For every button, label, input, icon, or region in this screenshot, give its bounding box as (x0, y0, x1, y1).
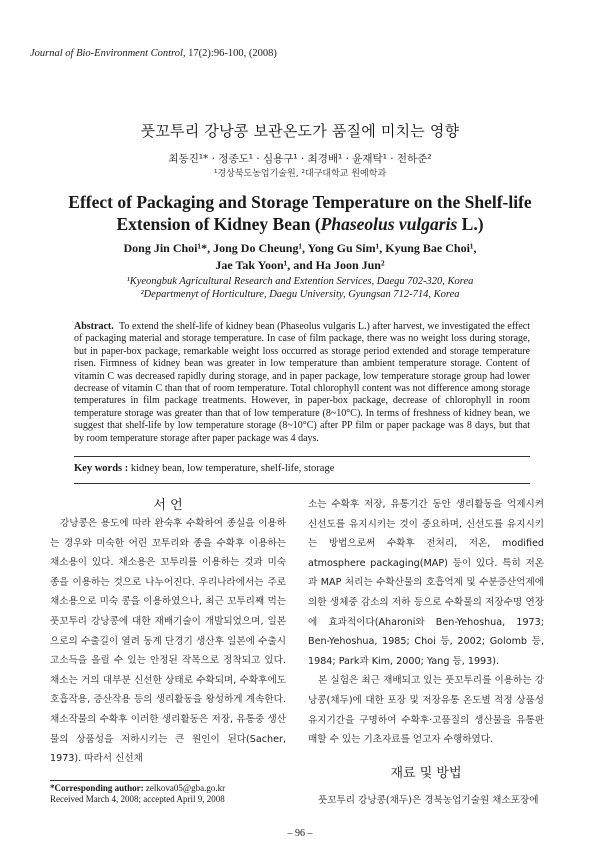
left-column (50, 514, 286, 769)
abstract-label: Abstract. (74, 321, 114, 332)
korean-affiliations: ¹경상북도농업기술원, ²대구대학교 원예학과 (213, 169, 387, 179)
english-affiliations: ¹Kyeongbuk Agricultural Research and Extention Services, Daegu 702-320, Korea ²Departmenyt of Horticulture, Daegu University, Gyungsan 712-714, Korea (126, 276, 474, 300)
english-title (60, 191, 540, 235)
journal-volume: 17(2):96-100, (2008) (188, 48, 277, 59)
journal-citation (30, 48, 277, 59)
english-authors: Dong Jin Choi¹*, Jong Do Cheung¹, Yong Gu Sim¹, Kyung Bae Choi¹, Jae Tak Yoon¹, and Ha Joon Jun² (123, 241, 477, 272)
english-title-line2: Extension of Kidney Bean (Phaseolus vulgaris L.) (116, 214, 484, 234)
right-column (308, 495, 544, 811)
keywords-top-rule (74, 456, 530, 457)
journal-name: Journal of Bio-Environment Control, (30, 48, 186, 59)
intro-paragraph: 강낭콩은 용도에 따라 완숙후 수확하여 종실을 이용하는 경우와 미숙한 어린 꼬투리와 종을 수확후 이용하는 채소용이 있다. 채소용은 꼬투리를 이용하는 것과 미숙 종을 이용하는 것으로 나누어진다. 우리나라에서는 주로 채소용으로 미숙 콩을 이용하였으나, 최근 꼬투리째 먹는 풋꼬투리 강낭콩에 대한 재배기술이 개발되었으며, 일본으로의 수출길이 열려 동계 단경기 생산후 일본에 수출시 고소득을 올릴 수 있는 안정된 작목으로 정착되고 있다. 채소는 거의 대부분 신선한 상태로 수확되며, 수확후에도 호흡작용, 증산작용 등의 생리활동을 왕성하게 계속한다. 채소작물의 수확후 이러한 생리활동은 저장, 유통중 생산물의 상품성을 저하시키는 큰 원인이 된다(Sacher, 1973). 따라서 신선채 (50, 518, 286, 765)
corresponding-label: *Corresponding author: (50, 783, 144, 793)
korean-title: 풋꼬투리 강낭콩 보관온도가 품질에 미치는 영향 (140, 122, 460, 140)
english-title-line1: Effect of Packaging and Storage Temperature on the Shelf-life (68, 192, 532, 212)
footnote-rule (50, 780, 200, 781)
methods-heading: 재료 및 방법 (390, 765, 462, 781)
keywords-bottom-rule (74, 483, 530, 484)
keywords (74, 463, 334, 474)
abstract-text: To extend the shelf-life of kidney bean (Phaseolus vulgaris L.) after harvest, we investigated the effect of packaging material and storage temperature. In case of film package, there was no weight loss during storage, but in paper-box package, remarkable weight loss occurred as storage period extended and storage temperature risen. Firmness of kidney bean was greater in low temperature than ambient temperature storage. Content of vitamin C was decreased rapidly during storage, and in paper package, low temperature storage group had lower decrease of vitamin C than that of room temperature. Total chlorophyll content was not difference among storage temperatures in film package treatments. However, in paper-box package, decrease of chlorophyll in room temperature storage was greater than that of low temperature (8~10°C). In terms of freshness of kidney bean, we suggest that shelf-life by low temperature storage (8~10°C) after PP film or paper package was 8 days, but that by room temperature storage after paper package was 4 days. (74, 321, 531, 444)
abstract (74, 321, 530, 445)
page-number: – 96 – (287, 828, 313, 839)
intro-paragraph-continued: 소는 수확후 저장, 유통기간 동안 생리활동을 억제시켜 신선도를 유지시키는 것이 중요하며, 신선도를 유지시키는 방법으로써 수확후 전처리, 저온, modified atmosphere packaging(MAP) 등이 있다. 특히 저온과 MAP 처리는 수확산물의 호흡억제 및 수분증산억제에 의한 생체중 감소의 저하 등으로 수확물의 저장수명 연장에 효과적이다(Aharoni와 Ben-Yehoshua, 1973; Ben-Yehoshua, 1985; Choi 등, 2002; Golomb 등, 1984; Park과 Kim, 2000; Yang 등, 1993). (308, 499, 544, 667)
intro-heading: 서 언 (153, 498, 183, 513)
corresponding-email: zelkova05@gba.go.kr (145, 783, 226, 793)
footnote (50, 783, 225, 805)
keywords-label: Key words : (74, 463, 129, 474)
species-name: Phaseolus vulgaris (320, 214, 458, 234)
received-dates: Received March 4, 2008; accepted April 9, 2008 (50, 794, 225, 804)
methods-paragraph: 풋꼬투리 강낭콩(채두)은 경북농업기술원 채소포장에 (318, 795, 539, 807)
objective-paragraph: 본 실험은 최근 재배되고 있는 풋꼬투리를 이용하는 강낭콩(채두)에 대한 포장 및 저장유통 온도별 적정 상품성 유지기간을 구명하여 수확후·고품질의 생산물을 유통판매할 수 있는 기초자료를 얻고자 수행하였다. (308, 675, 544, 746)
keywords-text: kidney bean, low temperature, shelf-life, storage (130, 463, 335, 474)
korean-authors: 최동진¹* · 정종도¹ · 심용구¹ · 최경배¹ · 윤재탁¹ · 전하준² (168, 153, 432, 165)
